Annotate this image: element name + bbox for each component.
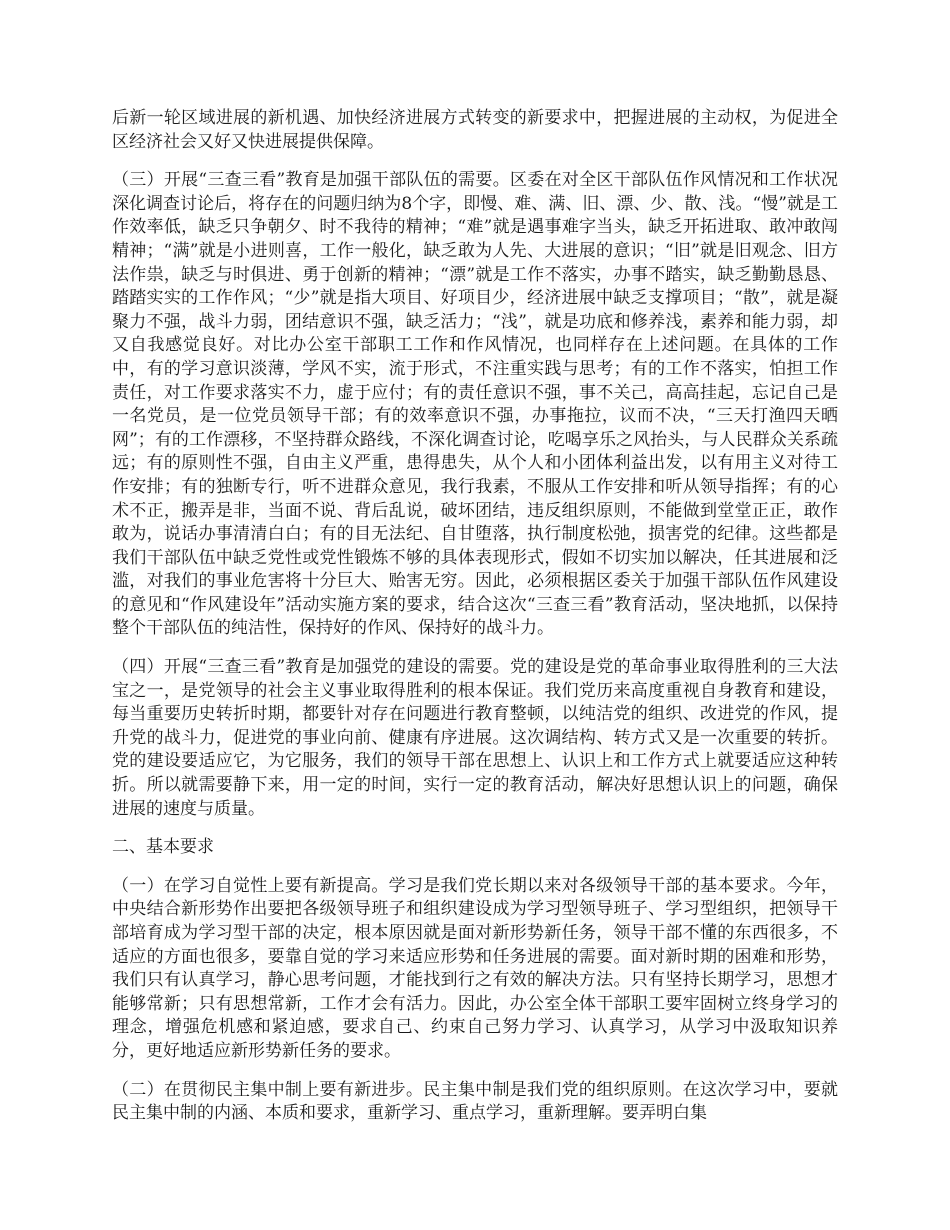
paragraph-intro-continuation: 后新一轮区域进展的新机遇、加快经济进展方式转变的新要求中，把握进展的主动权，为促进全区经济社会又好又快进展提供保障。	[112, 108, 838, 152]
paragraph-requirement-2: （二）在贯彻民主集中制上要有新进步。民主集中制是我们党的组织原则。在这次学习中，要就民主集中制的内涵、本质和要求，重新学习、重点学习，重新理解。要弄明白集	[112, 1079, 838, 1124]
paragraph-section-4: （四）开展“三查三看”教育是加强党的建设的需要。党的建设是党的革命事业取得胜利的三大法宝之一，是党领导的社会主义事业取得胜利的根本保证。我们党历来高度重视自身教育和建设，每当重要历史转折时期，都要针对存在问题进行教育整顿，以纯洁党的组织、改进党的作风，提升党的战斗力，促进党的事业向前、健康有序进展。这次调结构、转方式又是一次重要的转折。党的建设要适应它，为它服务，我们的领导干部在思想上、认识上和工作方式上就要适应这种转折。所以就需要静下来，用一定的时间，实行一定的教育活动，解决好思想认识上的问题，确保进展的速度与质量。	[112, 657, 838, 819]
paragraph-section-3: （三）开展“三查三看”教育是加强干部队伍的需要。区委在对全区干部队伍作风情况和工作状况深化调查讨论后，将存在的问题归纳为8个字，即慢、难、满、旧、漂、少、散、浅。“慢”就是工作效率低，缺乏只争朝夕、时不我待的精神；“难”就是遇事难字当头，缺乏开拓进取、敢冲敢闯精神；“满”就是小进则喜，工作一般化，缺乏敢为人先、大进展的意识；“旧”就是旧观念、旧方法作祟，缺乏与时俱进、勇于创新的精神；“漂”就是工作不落实，办事不踏实，缺乏勤勤恳恳、踏踏实实的工作作风；“少”就是指大项目、好项目少，经济进展中缺乏支撑项目；“散”，就是凝聚力不强，战斗力弱，团结意识不强，缺乏活力；“浅”，就是功底和修养浅，素养和能力弱，却又自我感觉良好。对比办公室干部职工工作和作风情况，也同样存在上述问题。在具体的工作中，有的学习意识淡薄，学风不实，流于形式，不注重实践与思考；有的工作不落实，怕担工作责任，对工作要求落实不力，虚于应付；有的责任意识不强，事不关己，高高挂起，忘记自己是一名党员，是一位党员领导干部；有的效率意识不强，办事拖拉，议而不决，“三天打渔四天晒网”；有的工作漂移，不坚持群众路线，不深化调查讨论，吃喝享乐之风抬头，与人民群众关系疏远；有的原则性不强，自由主义严重，患得患失，从个人和小团体利益出发，以有用主义对待工作安排；有的独断专行，听不进群众意见，我行我素，不服从工作安排和听从领导指挥；有的心术不正，搬弄是非，当面不说、背后乱说，破坏团结，违反组织原则，不能做到堂堂正正，敢作敢为，说话办事清清白白；有的目无法纪、自甘堕落，执行制度松弛，损害党的纪律。这些都是我们干部队伍中缺乏党性或党性锻炼不够的具体表现形式，假如不切实加以解决，任其进展和泛滥，对我们的事业危害将十分巨大、贻害无穷。因此，必须根据区委关于加强干部队伍作风建设的意见和“作风建设年”活动实施方案的要求，结合这次“三查三看”教育活动，坚决地抓，以保持整个干部队伍的纯洁性，保持好的作风、保持好的战斗力。	[112, 170, 838, 639]
section-heading-basic-requirements: 二、基本要求	[112, 837, 214, 858]
paragraph-requirement-1: （一）在学习自觉性上要有新提高。学习是我们党长期以来对各级领导干部的基本要求。今年，中央结合新形势作出要把各级领导班子和组织建设成为学习型领导班子、学习型组织，把领导干部培育成为学习型干部的决定，根本原因就是面对新形势新任务，领导干部不懂的东西很多，不适应的方面也很多，要靠自觉的学习来适应形势和任务进展的需要。面对新时期的困难和形势，我们只有认真学习，静心思考问题，才能找到行之有效的解决方法。只有坚持长期学习，思想才能够常新；只有思想常新，工作才会有活力。因此，办公室全体干部职工要牢固树立终身学习的理念，增强危机感和紧迫感，要求自己、约束自己努力学习、认真学习，从学习中汲取知识养分，更好地适应新形势新任务的要求。	[112, 875, 838, 1061]
